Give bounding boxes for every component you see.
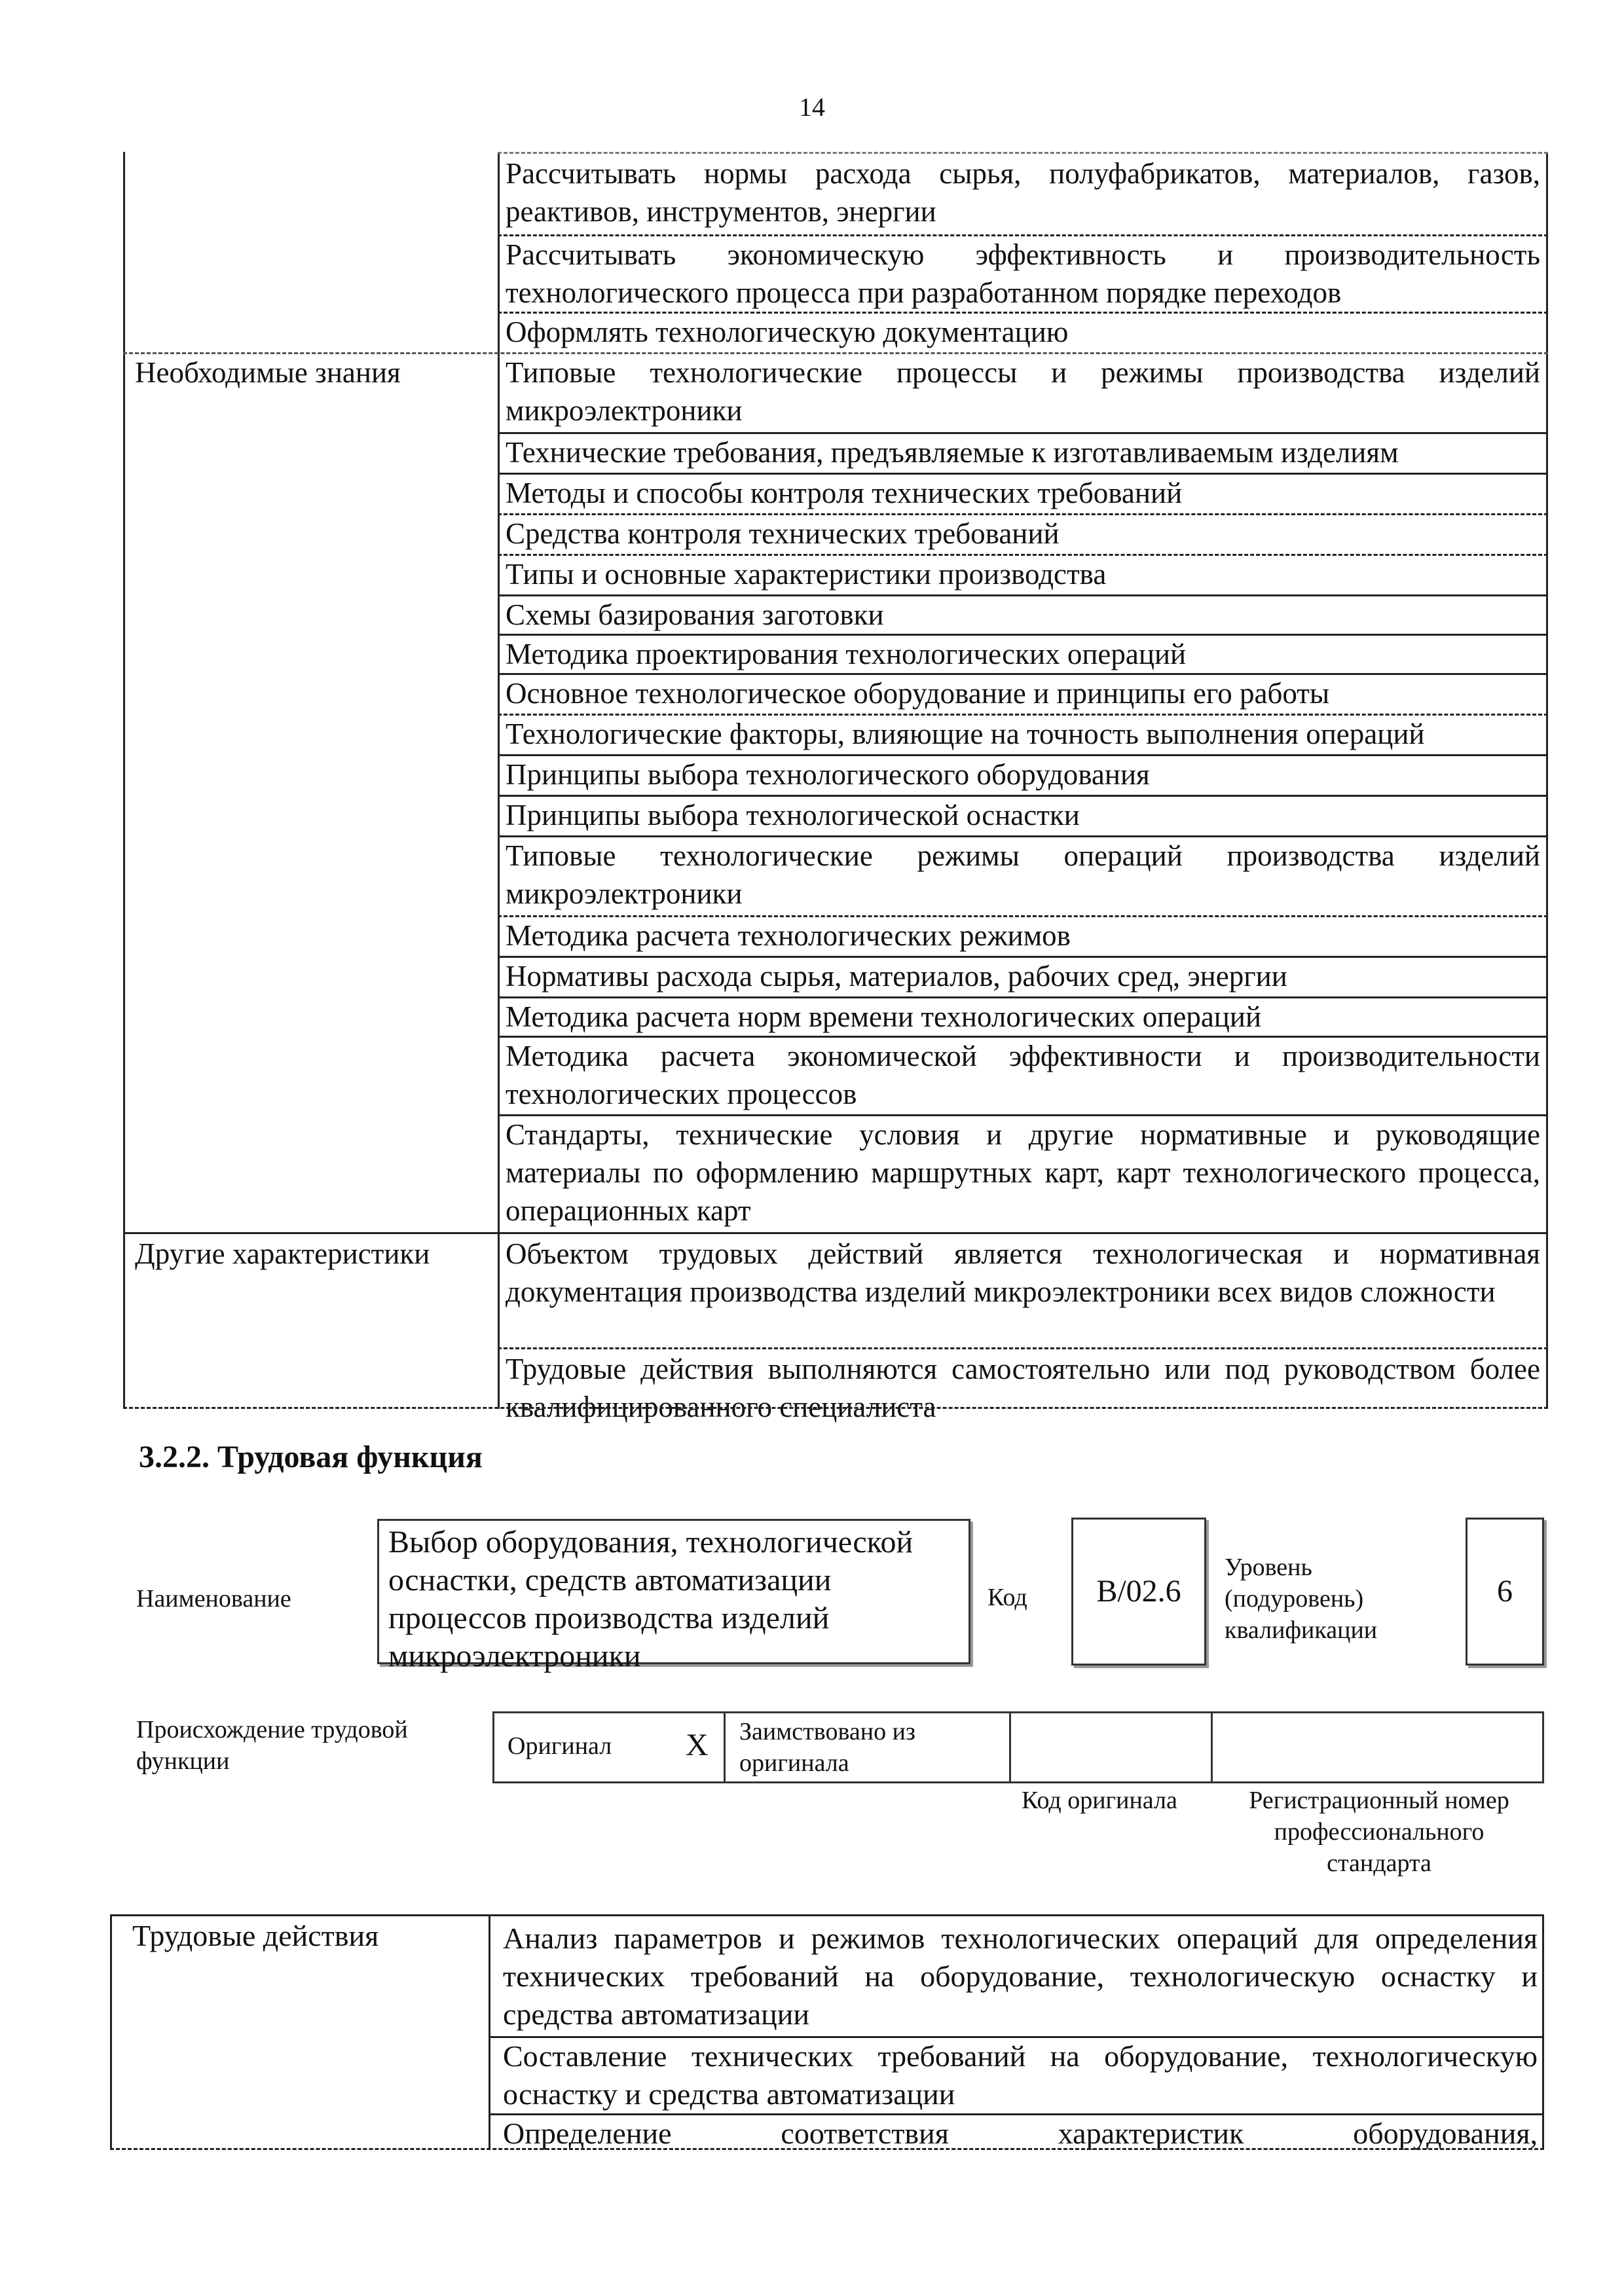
- row-divider: [498, 152, 1548, 154]
- level-value: 6: [1497, 1574, 1513, 1609]
- level-label: Уровень (подуровень) квалификации: [1225, 1554, 1378, 1644]
- table-border-bottom: [110, 2148, 1544, 2150]
- table-cell: Типовые технологические режимы операций производства изделий микроэлектроники: [506, 839, 1540, 910]
- table-cell: Принципы выбора технологической оснастки: [506, 799, 1080, 831]
- table-cell: Методы и способы контроля технических требований: [506, 477, 1183, 509]
- origin-divider: [1009, 1713, 1011, 1781]
- table-border-left: [123, 152, 125, 1409]
- name-label: Наименование: [136, 1585, 291, 1613]
- table-border-right: [1546, 152, 1548, 1409]
- reg-number-caption: Регистрационный номер профессионального стандарта: [1249, 1787, 1509, 1877]
- code-value-box: [1071, 1518, 1206, 1666]
- function-name-box: Выбор оборудования, технологической оснастки, средств автоматизации процессов производства изделий микроэлектроники: [377, 1519, 970, 1664]
- table-cell: Основное технологическое оборудование и принципы его работы: [506, 677, 1330, 710]
- table-column-divider: [498, 152, 500, 1409]
- table-cell: Принципы выбора технологического оборудования: [506, 758, 1150, 791]
- borrowed-label: Заимствовано из оригинала: [739, 1718, 915, 1777]
- section-divider: [123, 1232, 1548, 1234]
- origin-divider: [724, 1713, 726, 1781]
- table-cell: Оформлять технологическую документацию: [506, 316, 1069, 348]
- section-heading: 3.2.2. Трудовая функция: [139, 1440, 483, 1474]
- table-cell: Составление технических требований на оборудование, технологическую оснастку и средства автоматизации: [503, 2039, 1538, 2111]
- table-cell: Технологические факторы, влияющие на точность выполнения операций: [506, 718, 1425, 750]
- labor-actions-label: Трудовые действия: [132, 1919, 379, 1952]
- table-cell: Средства контроля технических требований: [506, 517, 1060, 550]
- table-cell: Типовые технологические процессы и режимы производства изделий микроэлектроники: [506, 356, 1540, 427]
- table-cell: Анализ параметров и режимов технологических операций для определения технических требований на оборудование, технологическую оснастку и средства автоматизации: [503, 1922, 1538, 2031]
- table-cell: Технические требования, предъявляемые к изготавливаемым изделиям: [506, 436, 1399, 469]
- table-cell: Нормативы расхода сырья, материалов, рабочих сред, энергии: [506, 960, 1287, 993]
- table-cell: Трудовые действия выполняются самостоятельно или под руководством более квалифицированного специалиста: [506, 1353, 1540, 1423]
- table-cell: Методика проектирования технологических операций: [506, 638, 1187, 670]
- table-cell: Методика расчета экономической эффективности и производительности технологических процессов: [506, 1040, 1540, 1110]
- code-original-caption: Код оригинала: [1022, 1787, 1177, 1814]
- row-divider: [498, 1347, 1548, 1349]
- origin-divider: [1211, 1713, 1213, 1781]
- table-cell: Методика расчета норм времени технологических операций: [506, 1000, 1262, 1033]
- other-characteristics-label: Другие характеристики: [135, 1237, 430, 1270]
- origin-row: [492, 1711, 1544, 1783]
- knowledge-label: Необходимые знания: [135, 356, 401, 389]
- table-cell: Определение соответствия характеристик оборудования,: [503, 2117, 1538, 2150]
- table-cell: Схемы базирования заготовки: [506, 598, 884, 631]
- table-cell: Рассчитывать экономическую эффективность и производительность технологического процесса при разработанном порядке переходов: [506, 238, 1540, 309]
- table-border-top: [110, 1914, 1544, 1916]
- level-value-box: [1466, 1518, 1544, 1666]
- skills-knowledge-table: [123, 152, 1548, 1423]
- table-cell: Стандарты, технические условия и другие нормативные и руководящие материалы по оформлению маршрутных карт, карт технологического процесса, операционных карт: [506, 1118, 1540, 1227]
- table-cell: Методика расчета технологических режимов: [506, 919, 1071, 952]
- table-cell: Объектом трудовых действий является технологическая и нормативная документация производства изделий микроэлектроники всех видов сложности: [506, 1237, 1540, 1308]
- table-border-left: [110, 1914, 112, 2150]
- table-cell: Рассчитывать нормы расхода сырья, полуфабрикатов, материалов, газов, реактивов, инструментов, энергии: [506, 157, 1540, 228]
- original-mark: X: [686, 1728, 709, 1762]
- code-label: Код: [987, 1584, 1027, 1611]
- code-value: B/02.6: [1096, 1574, 1181, 1609]
- table-border-bottom: [123, 1407, 1548, 1409]
- table-cell: Типы и основные характеристики производства: [506, 558, 1107, 591]
- origin-label: Происхождение трудовой функции: [136, 1716, 408, 1775]
- labor-actions-table: [110, 1914, 1544, 2150]
- original-label: Оригинал: [507, 1732, 612, 1760]
- page-number: 14: [799, 92, 825, 122]
